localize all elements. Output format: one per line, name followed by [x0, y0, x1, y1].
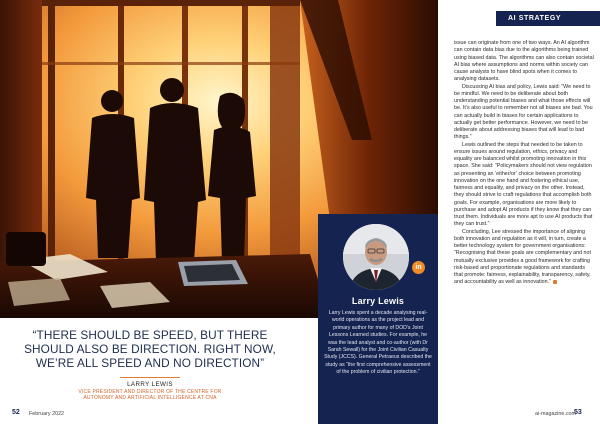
pull-quote-text: “THERE SHOULD BE SPEED, BUT THERE SHOULD ALSO BE DIRECTION. RIGHT NOW, WE’RE ALL SPEED AND NO DIRECTION” [24, 328, 276, 371]
body-paragraph-2: Discussing AI bias and policy, Lewis said: “We need to be mindful. We need to be deliberate about both understanding potential biases and what those effects will be. It’s also useful to remember not all biases are bad. You can actually build in biases for certain applications to actually get better performance. However, we need to be deliberate about addressing biases that will lead to bad things.” [454, 83, 593, 141]
section-tag: AI STRATEGY [496, 11, 600, 26]
site-name[interactable]: ai-magazine.com [535, 410, 577, 417]
body-paragraph-4: Concluding, Lee stressed the importance of aligning both innovation and regulation as it will, in turn, create a better technology system for government organisations: “Recognising that these goals are complementary and not mutually exclusive provides a good framework for crafting risk-based and proportionate regulations and standards that promote: fairness, explainability, transparency, safety, and accountability as well as innovation.” [454, 228, 591, 286]
page-number-left: 52 [12, 409, 20, 416]
quote-role-line-2: AUTONOMY AND ARTIFICIAL INTELLIGENCE AT CNA [83, 395, 217, 402]
body-paragraph-1: issue can originate from one of two ways. An AI algorithm can contain data bias due to the algorithms being trained using biased data. The algorithms can also contain societal AI bias where assumptions and norms within society can cause analysts to have blind spots when it comes to analysing datasets. [454, 40, 594, 83]
profile-bio: Larry Lewis spent a decade analysing real-world operations as the project lead and primary author for many of DOD’s Joint Lessons Learned studies. For example, he was the lead analyst and co-author (with Dr Sarah Sewall) for the Joint Civilian Casualty Study (JCCS). General Petraeus described the study as “the first comprehensive assessment of the problem of civilian protection.” [324, 310, 432, 376]
issue-date: February 2022 [29, 410, 65, 417]
body-paragraph-3: Lewis outlined the steps that needed to be taken to ensure issues around regulation, ethics, privacy and equality are balanced whilst promoting innovation in this space. She said: “Policymakers should not view regulation as presenting an ‘either/or’ choice between promoting innovation on the one hand and fostering ethical use, fairness and equality, and privacy on the other. Instead, they should strive to craft regulations that accomplish both goals. For example, organisations are more likely to purchase and adopt AI products if they know that they can trust them. Individuals are more apt to use AI products that they can trust.” [454, 141, 593, 228]
end-of-article-icon [553, 280, 557, 284]
linkedin-icon[interactable]: in [412, 261, 425, 274]
portrait-photo [343, 224, 409, 290]
quote-author-role [0, 389, 300, 402]
page-number-right: 53 [574, 409, 582, 416]
pull-quote [0, 318, 300, 404]
profile-card [318, 214, 438, 424]
quote-author: LARRY LEWIS [127, 380, 173, 388]
article-body [454, 40, 594, 402]
quote-divider [120, 377, 180, 378]
page-footer [0, 404, 600, 424]
profile-name: Larry Lewis [351, 296, 405, 306]
quote-role-line-1: VICE PRESIDENT AND DIRECTOR OF THE CENTRE FOR [78, 388, 222, 395]
